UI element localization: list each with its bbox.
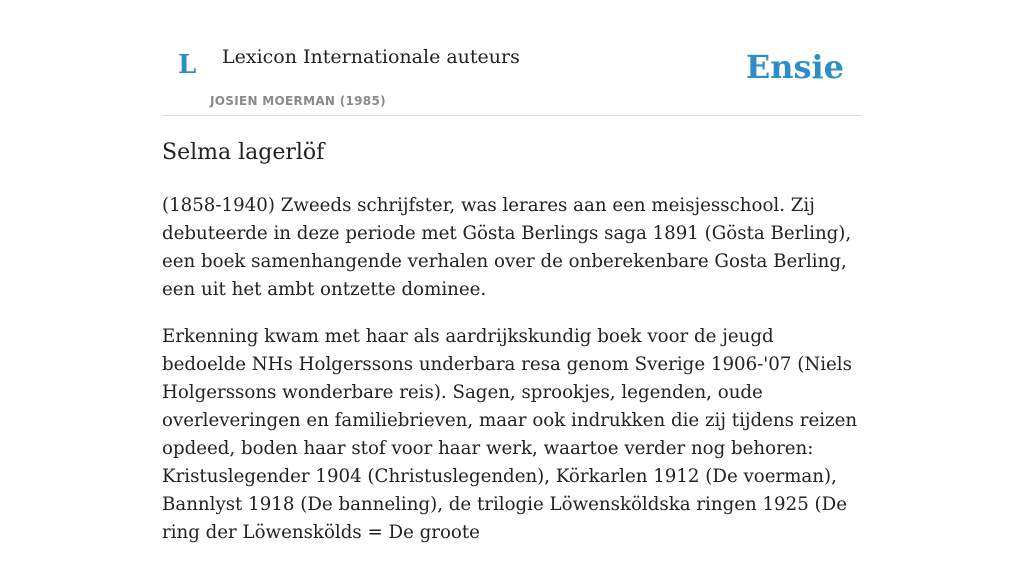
book-author: JOSIEN MOERMAN (1985) xyxy=(210,94,386,108)
ensie-logo-link[interactable]: Ensie xyxy=(745,48,844,86)
header xyxy=(162,0,862,116)
book-title[interactable]: Lexicon Internationale auteurs xyxy=(222,46,520,68)
article-paragraph: (1858-1940) Zweeds schrijfster, was lerares aan een meisjesschool. Zij debuteerde in deze periode met Gösta Berlings saga 1891 (Gösta Berling), een boek samenhangende verhalen over de onberekenbare Gosta Berling, een uit het ambt ontzette dominee. xyxy=(162,195,852,300)
article-body xyxy=(162,192,862,566)
article-paragraph: Erkenning kwam met haar als aardrijkskundig boek voor de jeugd bedoelde NHs Holgerssons underbara resa genom Sverige 1906-'07 (Niels Holgerssons wonderbare reis). Sagen, sprookjes, legenden, oude overleveringen en familiebrieven, maar ook indrukken die zij tijdens reizen opdeed, boden haar stof voor haar werk, waartoe verder nog behoren: Kristuslegender 1904 (Christuslegenden), Körkarlen 1912 (De voerman), Bannlyst 1918 (De banneling), de trilogie Löwensköldska ringen 1925 (De ring der Löwenskölds = De groote xyxy=(162,326,858,543)
book-logo-letter[interactable]: L xyxy=(178,50,197,80)
article-title: Selma lagerlöf xyxy=(162,140,325,165)
